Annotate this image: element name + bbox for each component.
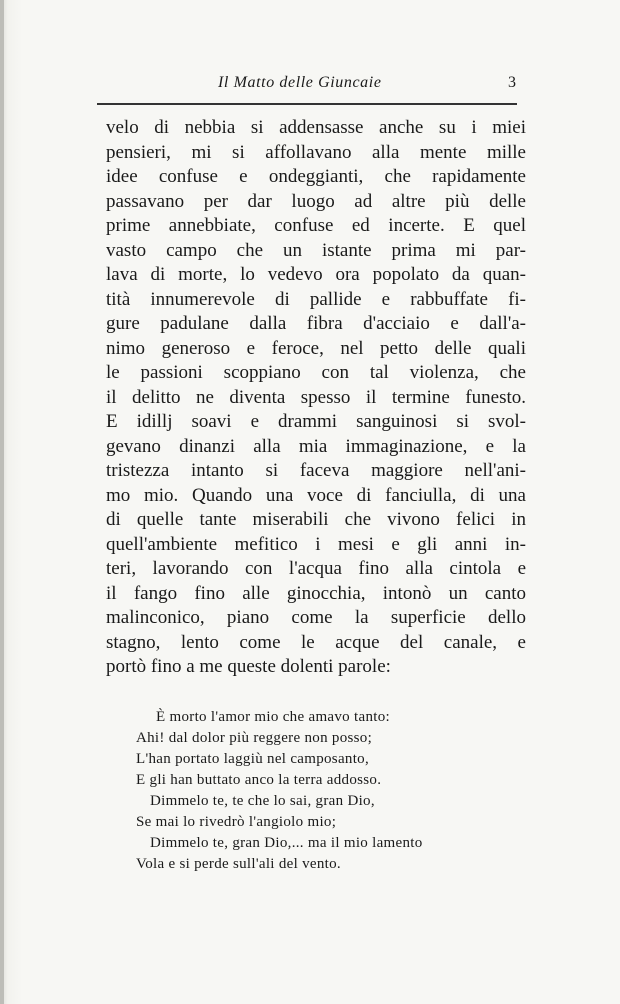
prose-line: nimo generoso e feroce, nel petto delle quali <box>106 337 526 359</box>
running-title: Il Matto delle Giuncaie <box>218 74 382 91</box>
poem-line: Dimmelo te, te che lo sai, gran Dio, <box>150 793 375 809</box>
prose-line: il delitto ne diventa spesso il termine funesto. <box>106 386 526 408</box>
page-number: 3 <box>508 74 516 91</box>
running-header <box>98 74 518 96</box>
poem-line: È morto l'amor mio che amavo tanto: <box>156 709 390 725</box>
poem-line: Se mai lo rivedrò l'angiolo mio; <box>136 814 337 830</box>
prose-line: malinconico, piano come la superficie dello <box>106 607 526 628</box>
prose-line: portò fino a me queste dolenti parole: <box>106 656 391 677</box>
prose-line: velo di nebbia si addensasse anche su i miei <box>106 117 526 138</box>
poem-line: Vola e si perde sull'ali del vento. <box>136 856 341 872</box>
poem-line: Dimmelo te, gran Dio,... ma il mio lamento <box>150 835 423 851</box>
prose-line: di quelle tante miserabili che vivono felici in <box>106 509 526 530</box>
prose-line: vasto campo che un istante prima mi par- <box>106 239 526 261</box>
prose-line: il fango fino alle ginocchia, intonò un canto <box>106 582 526 604</box>
prose-line: E idillj soavi e drammi sanguinosi si svol- <box>106 411 526 432</box>
prose-line: tristezza intanto si faceva maggiore nell'ani- <box>106 460 526 481</box>
prose-line: teri, lavorando con l'acqua fino alla cintola e <box>106 558 526 579</box>
prose-line: mo mio. Quando una voce di fanciulla, di una <box>106 484 526 506</box>
prose-line: prime annebbiate, confuse ed incerte. E quel <box>106 215 526 236</box>
prose-line: gevano dinanzi alla mia immaginazione, e la <box>106 435 526 457</box>
prose-line: idee confuse e ondeggianti, che rapidamente <box>106 166 526 187</box>
poem-line: E gli han buttato anco la terra addosso. <box>136 772 382 788</box>
poem-line: L'han portato laggiù nel camposanto, <box>136 751 370 767</box>
prose-line: passavano per dar luogo ad altre più delle <box>106 190 526 212</box>
prose-paragraph <box>106 116 526 680</box>
prose-line: le passioni scoppiano con tal violenza, che <box>106 362 526 383</box>
prose-line: gure padulane dalla fibra d'acciaio e dall'a- <box>106 313 526 334</box>
poem-line: Ahi! dal dolor più reggere non posso; <box>136 730 373 746</box>
prose-line: tità innumerevole di pallide e rabbuffate fi- <box>106 288 526 310</box>
prose-line: stagno, lento come le acque del canale, e <box>106 631 526 653</box>
header-rule <box>97 103 517 105</box>
prose-line: lava di morte, lo vedevo ora popolato da quan- <box>106 264 526 285</box>
prose-line: quell'ambiente mefitico i mesi e gli anni in- <box>106 533 526 555</box>
page-gutter <box>0 0 4 1004</box>
prose-line: pensieri, mi si affollavano alla mente mille <box>106 141 526 163</box>
poem-stanza <box>136 707 506 875</box>
